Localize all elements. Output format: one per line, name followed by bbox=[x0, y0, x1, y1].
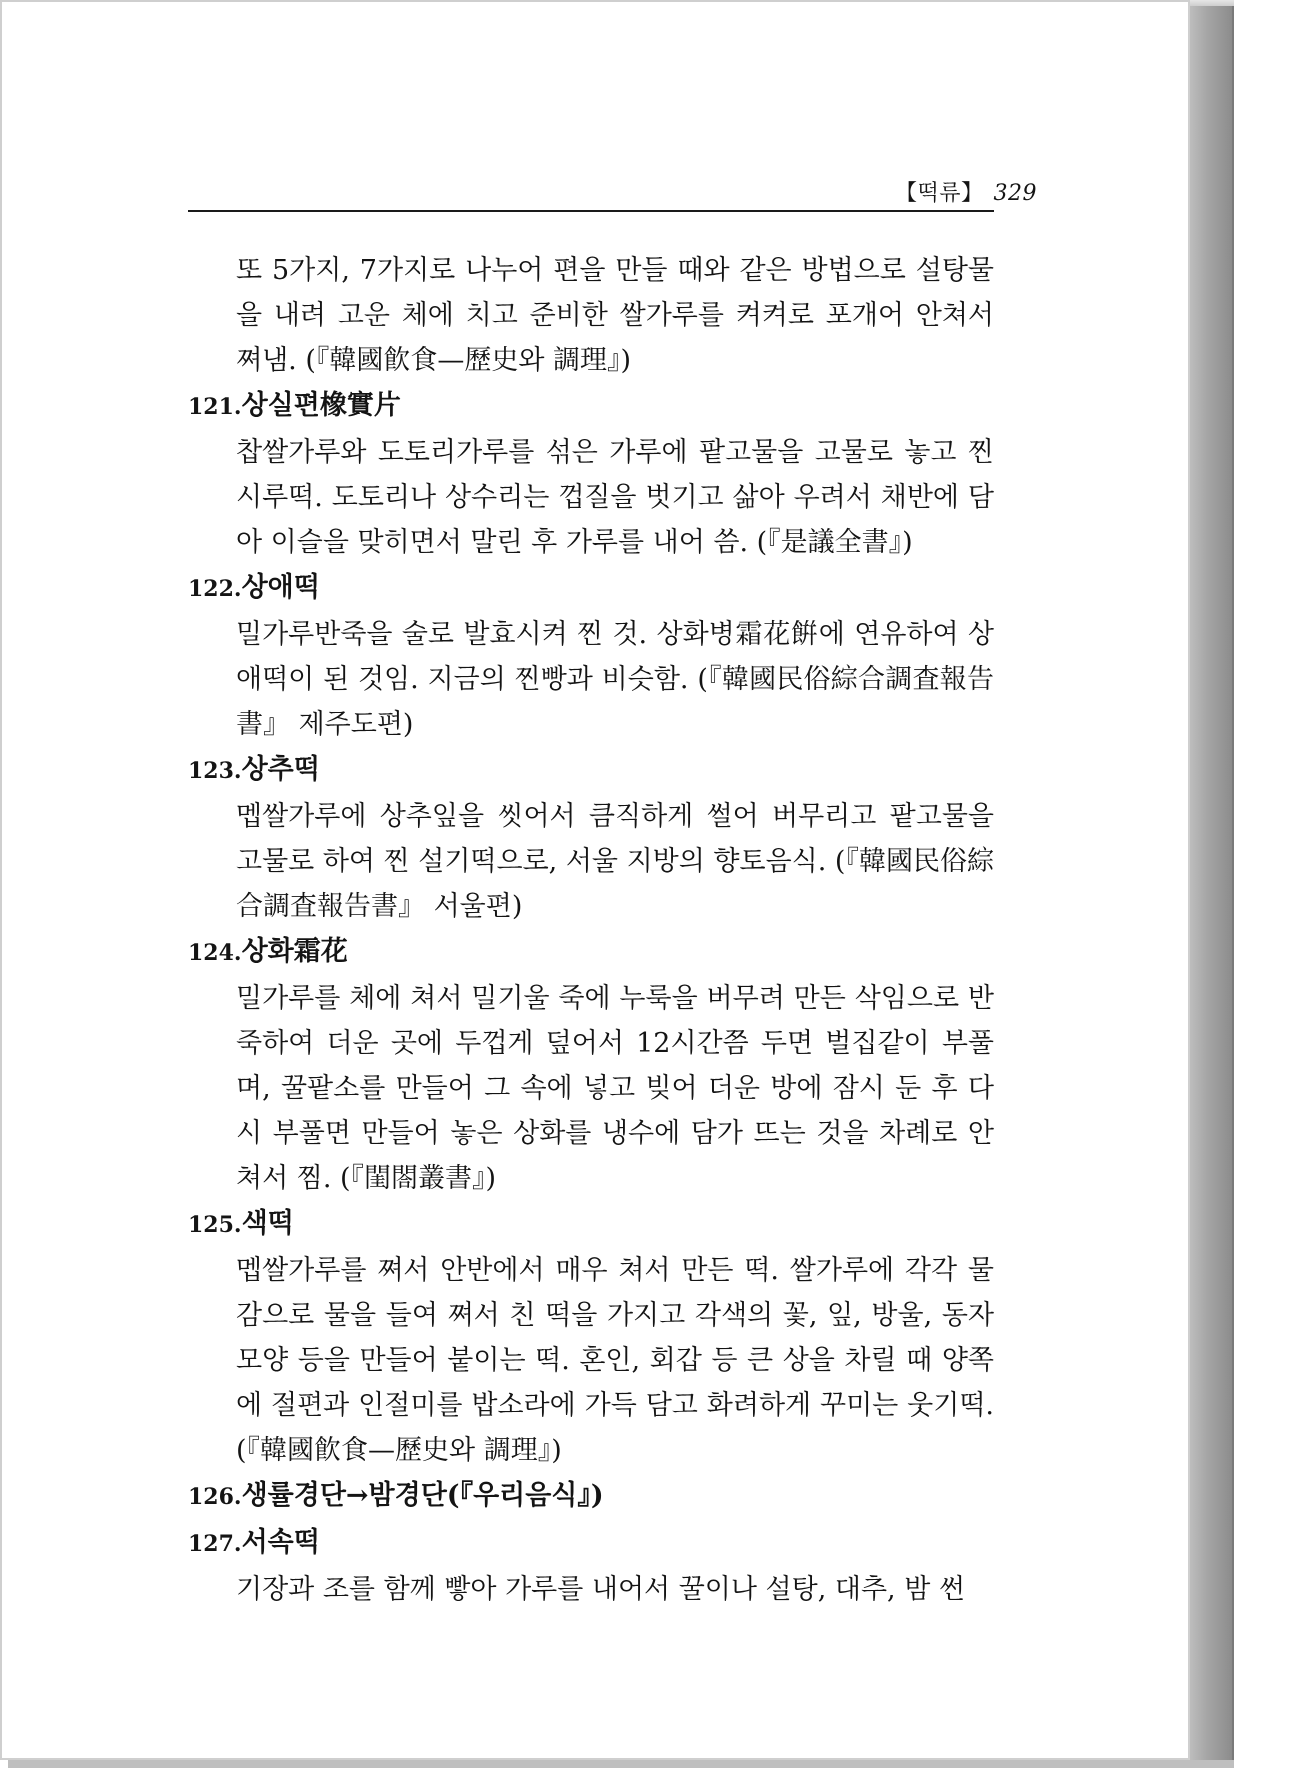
entry-123 bbox=[188, 747, 994, 929]
page-body bbox=[188, 248, 994, 1612]
entry-127 bbox=[188, 1520, 994, 1612]
entry-title: 생률경단→밤경단(『우리음식』) bbox=[241, 1480, 604, 1511]
entry-heading bbox=[188, 929, 994, 976]
entry-124 bbox=[188, 929, 994, 1201]
entry-text: 밀가루반죽을 술로 발효시켜 찐 것. 상화병霜花餠에 연유하여 상애떡이 된 것임. 지금의 찐빵과 비슷함. (『韓國民俗綜合調査報告書』 제주도편) bbox=[236, 619, 994, 740]
header-rule bbox=[188, 210, 994, 212]
entry-text: 멥쌀가루에 상추잎을 씻어서 큼직하게 썰어 버무리고 팥고물을 고물로 하여 찐 설기떡으로, 서울 지방의 향토음식. (『韓國民俗綜合調査報告書』 서울편) bbox=[236, 801, 994, 922]
entry-number: 127. bbox=[188, 1531, 242, 1557]
entry-number: 126. bbox=[188, 1484, 242, 1510]
entry-number: 125. bbox=[188, 1212, 242, 1238]
entry-heading bbox=[188, 747, 994, 794]
lead-paragraph: 또 5가지, 7가지로 나누어 편을 만들 때와 같은 방법으로 설탕물을 내려 고운 체에 치고 준비한 쌀가루를 켜켜로 포개어 안쳐서 쪄냄. (『韓國飮食—歷史와 調理』) bbox=[236, 255, 994, 376]
entry-title: 상애떡 bbox=[241, 572, 320, 603]
entry-number: 122. bbox=[188, 576, 242, 602]
entry-number: 121. bbox=[188, 394, 242, 420]
entry-number: 124. bbox=[188, 940, 242, 966]
entry-number: 123. bbox=[188, 758, 242, 784]
entry-121 bbox=[188, 383, 994, 565]
entry-text: 밀가루를 체에 쳐서 밀기울 죽에 누룩을 버무려 만든 삭임으로 반죽하여 더운 곳에 두껍게 덮어서 12시간쯤 두면 벌집같이 부풀며, 꿀팥소를 만들어 그 속에 넣고 빚어 더운 방에 잠시 둔 후 다시 부풀면 만들어 놓은 상화를 냉수에 담가 뜨는 것을 차례로 안쳐서 찜. (『閨閤叢書』) bbox=[236, 983, 994, 1194]
entry-title: 색떡 bbox=[241, 1208, 294, 1239]
running-head bbox=[895, 176, 1037, 207]
entry-heading bbox=[188, 565, 994, 612]
page-number: 329 bbox=[993, 181, 1037, 206]
page-edge-shadow bbox=[1190, 6, 1234, 1764]
entry-heading bbox=[188, 1520, 994, 1567]
entry-heading bbox=[188, 1201, 994, 1248]
entry-title: 상화霜花 bbox=[241, 936, 348, 967]
page-bottom-edge bbox=[8, 1760, 1234, 1768]
entry-122 bbox=[188, 565, 994, 747]
entry-126 bbox=[188, 1473, 994, 1520]
entry-title: 상실편橡實片 bbox=[241, 390, 401, 421]
entry-text: 찹쌀가루와 도토리가루를 섞은 가루에 팥고물을 고물로 놓고 찐 시루떡. 도토리나 상수리는 껍질을 벗기고 삶아 우려서 채반에 담아 이슬을 맞히면서 말린 후 가루를 내어 씀. (『是議全書』) bbox=[236, 437, 994, 558]
section-label: 【떡류】 bbox=[894, 181, 984, 206]
entry-text: 멥쌀가루를 쪄서 안반에서 매우 쳐서 만든 떡. 쌀가루에 각각 물감으로 물을 들여 쪄서 친 떡을 가지고 각색의 꽃, 잎, 방울, 동자 모양 등을 만들어 붙이는 떡. 혼인, 회갑 등 큰 상을 차릴 때 양쪽에 절편과 인절미를 밥소라에 가득 담고 화려하게 꾸미는 웃기떡. (『韓國飮食—歷史와 調理』) bbox=[236, 1255, 994, 1466]
entry-heading bbox=[188, 1473, 994, 1520]
entry-title: 상추떡 bbox=[241, 754, 320, 785]
entry-title: 서속떡 bbox=[241, 1527, 320, 1558]
entry-heading bbox=[188, 383, 994, 430]
entry-text: 기장과 조를 함께 빻아 가루를 내어서 꿀이나 설탕, 대추, 밤 썬 bbox=[236, 1574, 965, 1605]
entry-125 bbox=[188, 1201, 994, 1473]
